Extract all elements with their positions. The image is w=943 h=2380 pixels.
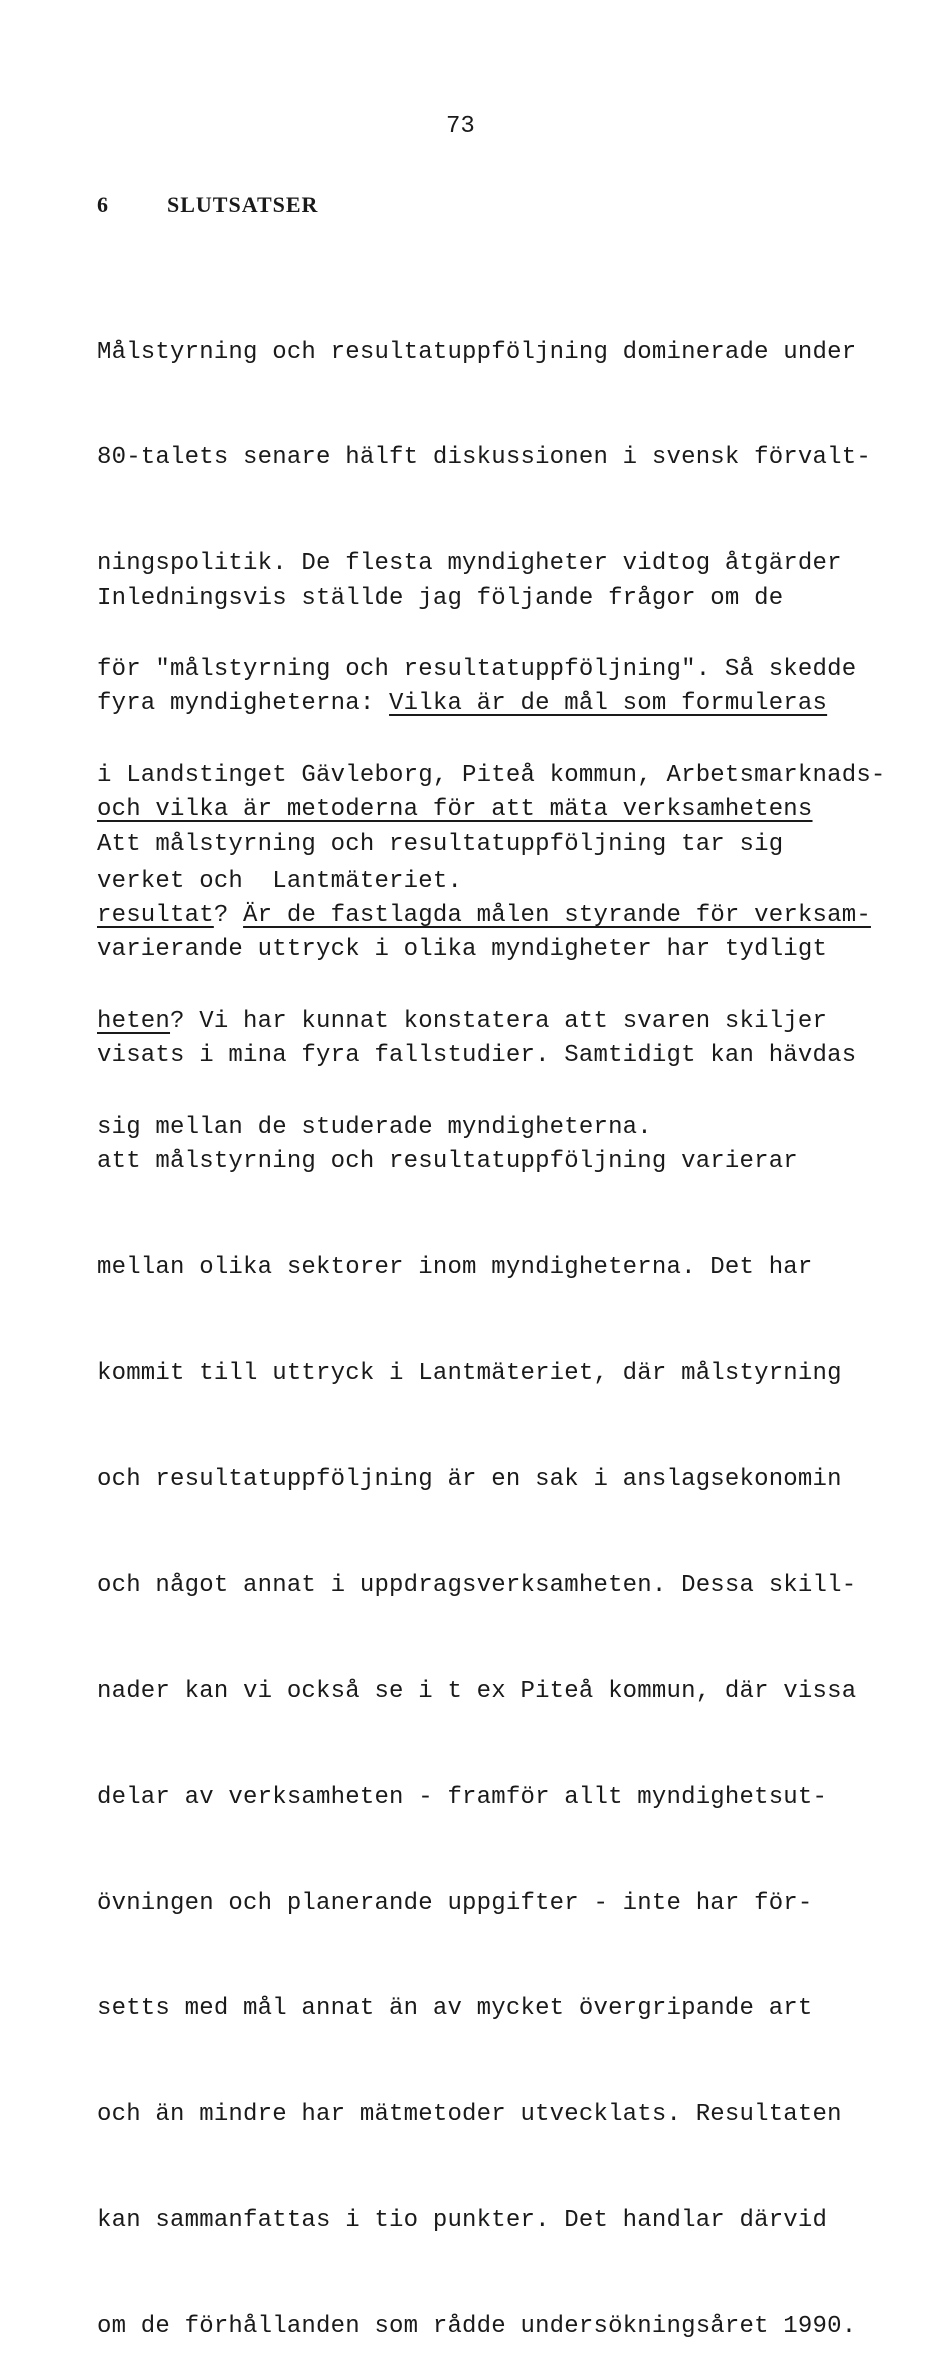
text-line: sig mellan de studerade myndigheterna. <box>97 1114 652 1142</box>
text-line: kommit till uttryck i Lantmäteriet, där målstyrning <box>97 1360 842 1388</box>
text-line: övningen och planerande uppgifter - inte har för- <box>97 1889 813 1917</box>
underlined-question: heten <box>97 1008 171 1036</box>
text-line: ningspolitik. De flesta myndigheter vidtog åtgärder <box>97 550 842 578</box>
text-line: delar av verksamheten - framför allt myndighetsut- <box>97 1783 828 1811</box>
page-number: 73 <box>446 113 475 140</box>
underlined-question: och vilka är metoderna för att mäta verksamhetens <box>97 796 813 824</box>
text-line: nader kan vi också se i t ex Piteå kommun, där vissa <box>97 1677 857 1705</box>
underlined-question: Vilka är de mål som formuleras <box>389 690 828 718</box>
text-line: om de förhållanden som rådde undersökningsåret 1990. <box>97 2313 857 2341</box>
section-number: 6 <box>97 192 109 217</box>
paragraph-3 <box>97 756 856 2380</box>
text-line: för "målstyrning och resultatuppföljning". Så skedde <box>97 656 857 684</box>
text-run: ? <box>213 902 244 930</box>
text-line: setts med mål annat än av mycket övergripande art <box>97 1995 813 2023</box>
underlined-question: resultat <box>97 902 214 930</box>
text-line: mellan olika sektorer inom myndigheterna. Det har <box>97 1254 813 1282</box>
text-line: och något annat i uppdragsverksamheten. Dessa skill- <box>97 1571 857 1599</box>
section-title: SLUTSATSER <box>167 192 319 217</box>
text-line: i Landstinget Gävleborg, Piteå kommun, Arbetsmarknads- <box>97 762 886 790</box>
text-line: och än mindre har mätmetoder utvecklats. Resultaten <box>97 2101 842 2129</box>
text-line: kan sammanfattas i tio punkter. Det handlar därvid <box>97 2207 828 2235</box>
text-line: visats i mina fyra fallstudier. Samtidigt kan hävdas <box>97 1042 857 1070</box>
underlined-question: Är de fastlagda målen styrande för verksam- <box>243 902 871 930</box>
text-line <box>97 686 871 721</box>
text-line: Målstyrning och resultatuppföljning dominerade under <box>97 338 857 366</box>
text-line: Inledningsvis ställde jag följande frågor om de <box>97 584 784 612</box>
section-heading <box>97 192 318 218</box>
text-line: Att målstyrning och resultatuppföljning tar sig <box>97 830 784 858</box>
text-line: 80-talets senare hälft diskussionen i svensk förvalt- <box>97 444 871 472</box>
text-line: varierande uttryck i olika myndigheter har tydligt <box>97 936 828 964</box>
text-run: fyra myndigheterna: <box>97 690 390 718</box>
text-line: att målstyrning och resultatuppföljning varierar <box>97 1148 798 1176</box>
text-line: verket och Lantmäteriet. <box>97 868 463 896</box>
text-line: och resultatuppföljning är en sak i anslagsekonomin <box>97 1465 842 1493</box>
text-run: ? Vi har kunnat konstatera att svaren skiljer <box>170 1008 828 1036</box>
